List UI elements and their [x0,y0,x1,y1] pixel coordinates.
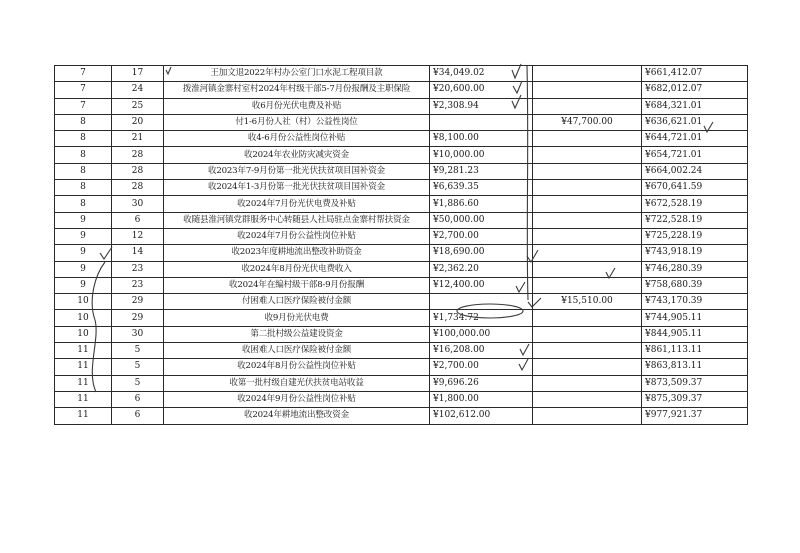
table-row [55,228,748,244]
expense-cell [533,310,642,326]
ledger-table [54,65,748,425]
table-row [55,245,748,261]
balance-cell: ¥875,309.37 [642,391,748,407]
day-cell: 28 [112,163,164,179]
expense-cell [533,261,642,277]
day-cell: 6 [112,212,164,228]
expense-cell [533,180,642,196]
balance-cell: ¥746,280.39 [642,261,748,277]
balance-cell: ¥664,002.24 [642,163,748,179]
month-cell: 7 [55,82,112,98]
expense-cell [533,131,642,147]
month-cell: 11 [55,391,112,407]
expense-cell [533,66,642,82]
income-cell: ¥34,049.02 [430,66,533,82]
description-cell: 收2024年在编村級干部8-9月份报酬 [164,277,430,293]
expense-cell: ¥15,510.00 [533,294,642,310]
description-cell: 收2023年7-9月份第一批光伏扶贫项目国补资金 [164,163,430,179]
table-row [55,82,748,98]
description-cell: 收随县淮河镇党群服务中心转随县人社局驻点金寨村帮扶资金 [164,212,430,228]
table-row [55,212,748,228]
day-cell: 5 [112,375,164,391]
day-cell: 30 [112,326,164,342]
month-cell: 9 [55,261,112,277]
table-row [55,343,748,359]
month-cell: 8 [55,180,112,196]
day-cell: 21 [112,131,164,147]
day-cell: 6 [112,408,164,424]
description-cell: 收9月份光伏电费 [164,310,430,326]
income-cell: ¥2,700.00 [430,228,533,244]
month-cell: 11 [55,359,112,375]
balance-cell: ¥644,721.01 [642,131,748,147]
income-cell: ¥2,700.00 [430,359,533,375]
day-cell: 17 [112,66,164,82]
month-cell: 7 [55,98,112,114]
income-cell: ¥100,000.00 [430,326,533,342]
table-row [55,261,748,277]
income-cell: ¥12,400.00 [430,277,533,293]
expense-cell [533,245,642,261]
month-cell: 10 [55,294,112,310]
income-cell: ¥50,000.00 [430,212,533,228]
description-cell: 收4-6月份公益性岗位补贴 [164,131,430,147]
income-cell: ¥6,639.35 [430,180,533,196]
description-cell: 收困难人口医疗保险被付金额 [164,343,430,359]
table-row [55,391,748,407]
description-cell: 付1-6月份人社（村）公益性岗位 [164,114,430,130]
expense-cell [533,196,642,212]
day-cell: 28 [112,147,164,163]
month-cell: 10 [55,310,112,326]
balance-cell: ¥661,412.07 [642,66,748,82]
expense-cell [533,147,642,163]
balance-cell: ¥684,321.01 [642,98,748,114]
balance-cell: ¥744,905.11 [642,310,748,326]
balance-cell: ¥743,918.19 [642,245,748,261]
description-cell: 拨淮河镇金寨村室村2024年村级干部5-7月份报酬及主职保险 [164,82,430,98]
table-row [55,98,748,114]
income-cell: ¥9,696.26 [430,375,533,391]
expense-cell [533,343,642,359]
description-cell: 收2024年8月份公益性岗位补贴 [164,359,430,375]
day-cell: 12 [112,228,164,244]
balance-cell: ¥758,680.39 [642,277,748,293]
month-cell: 8 [55,131,112,147]
income-cell: ¥20,600.00 [430,82,533,98]
description-cell: 收2023年度耕地流出整改补助资金 [164,245,430,261]
table-row [55,359,748,375]
expense-cell [533,82,642,98]
description-cell: 收6月份光伏电费及补贴 [164,98,430,114]
description-cell: 收2024年8月份光伏电费收入 [164,261,430,277]
expense-cell [533,326,642,342]
description-cell: 收2024年农业防灾减灾资金 [164,147,430,163]
balance-cell: ¥977,921.37 [642,408,748,424]
income-cell: ¥9,281.23 [430,163,533,179]
table-row [55,375,748,391]
month-cell: 10 [55,326,112,342]
ledger-sheet [54,65,748,425]
balance-cell: ¥670,641.59 [642,180,748,196]
day-cell: 5 [112,359,164,375]
expense-cell [533,391,642,407]
balance-cell: ¥636,621.01 [642,114,748,130]
month-cell: 11 [55,375,112,391]
month-cell: 9 [55,277,112,293]
description-cell: 收2024年耕地流出整改资金 [164,408,430,424]
table-row [55,180,748,196]
month-cell: 8 [55,196,112,212]
month-cell: 8 [55,163,112,179]
description-cell: 收2024年1-3月份第一批光伏扶贫项目国补资金 [164,180,430,196]
day-cell: 23 [112,261,164,277]
income-cell: ¥18,690.00 [430,245,533,261]
day-cell: 29 [112,294,164,310]
expense-cell [533,408,642,424]
table-row [55,147,748,163]
expense-cell [533,228,642,244]
month-cell: 9 [55,245,112,261]
day-cell: 25 [112,98,164,114]
expense-cell [533,163,642,179]
month-cell: 8 [55,147,112,163]
table-row [55,310,748,326]
day-cell: 14 [112,245,164,261]
income-cell: ¥2,308.94 [430,98,533,114]
day-cell: 5 [112,343,164,359]
income-cell: ¥8,100.00 [430,131,533,147]
expense-cell [533,212,642,228]
balance-cell: ¥722,528.19 [642,212,748,228]
expense-cell [533,359,642,375]
expense-cell [533,277,642,293]
balance-cell: ¥743,170.39 [642,294,748,310]
day-cell: 6 [112,391,164,407]
expense-cell [533,98,642,114]
day-cell: 29 [112,310,164,326]
balance-cell: ¥672,528.19 [642,196,748,212]
balance-cell: ¥844,905.11 [642,326,748,342]
day-cell: 23 [112,277,164,293]
balance-cell: ¥654,721.01 [642,147,748,163]
day-cell: 28 [112,180,164,196]
expense-cell: ¥47,700.00 [533,114,642,130]
balance-cell: ¥863,813.11 [642,359,748,375]
table-row [55,66,748,82]
month-cell: 11 [55,343,112,359]
description-cell: 收第一批村级自建光伏扶贫电站收益 [164,375,430,391]
day-cell: 30 [112,196,164,212]
expense-cell [533,375,642,391]
income-cell: ¥1,886.60 [430,196,533,212]
ledger-body [55,66,748,425]
balance-cell: ¥873,509.37 [642,375,748,391]
month-cell: 11 [55,408,112,424]
balance-cell: ¥682,012.07 [642,82,748,98]
description-cell: 收2024年9月份公益性岗位补贴 [164,391,430,407]
income-cell: ¥2,362.20 [430,261,533,277]
balance-cell: ¥725,228.19 [642,228,748,244]
description-cell: 收2024年7月份公益性岗位补贴 [164,228,430,244]
description-cell: 王加文退2022年村办公室门口水泥工程项目款 [164,66,430,82]
day-cell: 20 [112,114,164,130]
table-row [55,196,748,212]
table-row [55,408,748,424]
description-cell: 付困难人口医疗保险被付金额 [164,294,430,310]
income-cell: ¥102,612.00 [430,408,533,424]
table-row [55,163,748,179]
month-cell: 9 [55,228,112,244]
income-cell: ¥1,734.72 [430,310,533,326]
month-cell: 7 [55,66,112,82]
income-cell: ¥16,208.00 [430,343,533,359]
table-row [55,131,748,147]
income-cell [430,294,533,310]
income-cell [430,114,533,130]
table-row [55,294,748,310]
balance-cell: ¥861,113.11 [642,343,748,359]
table-row [55,114,748,130]
income-cell: ¥1,800.00 [430,391,533,407]
income-cell: ¥10,000.00 [430,147,533,163]
table-row [55,277,748,293]
description-cell: 收2024年7月份光伏电费及补贴 [164,196,430,212]
day-cell: 24 [112,82,164,98]
description-cell: 第二批村级公益建设资金 [164,326,430,342]
table-row [55,326,748,342]
month-cell: 9 [55,212,112,228]
month-cell: 8 [55,114,112,130]
